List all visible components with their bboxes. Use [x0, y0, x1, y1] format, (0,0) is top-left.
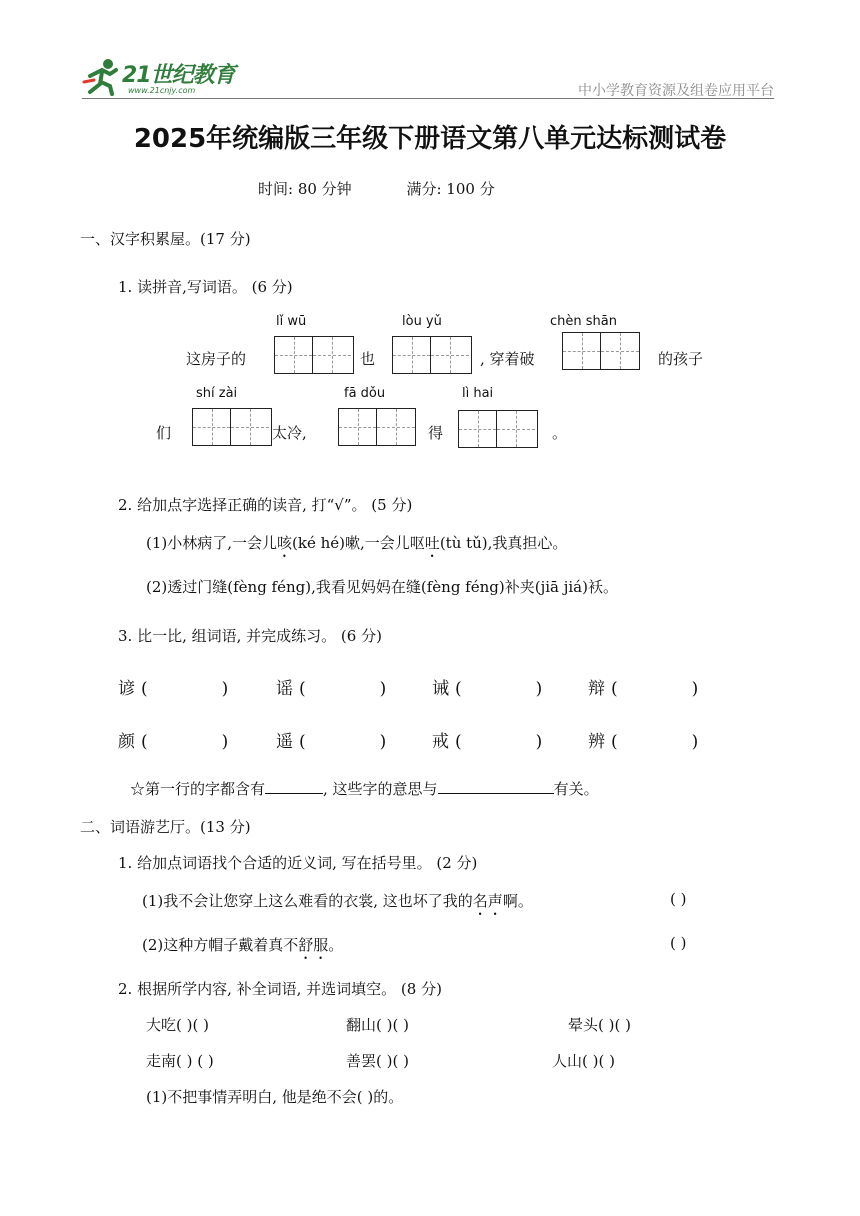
compare-char: 诫 — [432, 679, 449, 699]
question-2-2-sentence-1: (1)不把事情弄明白, 他是绝不会( )的。 — [146, 1088, 404, 1106]
platform-name: 中小学教育资源及组卷应用平台 — [578, 83, 774, 99]
row2-text-1: 们 — [156, 424, 172, 442]
logo — [82, 56, 282, 98]
dotted-char-tu: 吐 — [424, 534, 440, 552]
question-2-2-label: 2. 根据所学内容, 补全词语, 并选词填空。 (8 分) — [118, 980, 442, 998]
pinyin-fa-dou: fā dǒu — [344, 386, 386, 401]
compare-char: 谣 — [276, 679, 293, 699]
paren-close: ) — [691, 679, 699, 699]
s2-part-a: (2)这种方帽子戴着真不 — [142, 936, 299, 954]
note-part-b: , 这些字的意思与 — [323, 780, 438, 798]
paren-close: ) — [379, 679, 387, 699]
s1-part-a: (1)我不会让您穿上这么难看的衣裳, 这也坏了我的 — [142, 892, 473, 910]
idiom-1[interactable]: 大吃( )( ) — [146, 1016, 209, 1034]
idiom-6[interactable]: 人山( )( ) — [552, 1052, 615, 1070]
idiom-3[interactable]: 晕头( )( ) — [568, 1016, 631, 1034]
paren-close: ) — [535, 679, 543, 699]
answer-paren-1[interactable]: ( ) — [670, 890, 687, 908]
dotted-char-ke: 咳 — [277, 534, 293, 552]
runner-icon — [82, 56, 122, 96]
logo-main-text: 21世纪教育 — [122, 63, 235, 88]
answer-blank-meaning[interactable] — [438, 780, 554, 794]
pinyin-li-hai: lì hai — [462, 386, 494, 401]
section-2-heading: 二、词语游艺厅。(13 分) — [80, 818, 251, 836]
idiom-2[interactable]: 翻山( )( ) — [346, 1016, 409, 1034]
s2-part-b: 。 — [328, 936, 344, 954]
question-1-2-sentence-2: (2)透过门缝(fèng féng),我看见妈妈在缝(fèng féng)补夹(jiā jiá)袄。 — [146, 578, 618, 596]
writing-grid-li-wu[interactable] — [274, 336, 354, 374]
paren-close: ) — [691, 732, 699, 752]
question-1-1-label: 1. 读拼音,写词语。 (6 分) — [118, 278, 293, 296]
compare-item — [118, 674, 228, 699]
answer-paren-2[interactable]: ( ) — [670, 934, 687, 952]
section-1-heading: 一、汉字积累屋。(17 分) — [80, 230, 251, 248]
paren-close: ) — [221, 732, 229, 752]
compare-item — [588, 674, 698, 699]
compare-item — [276, 727, 386, 752]
note-part-c: 有关。 — [553, 780, 599, 798]
pinyin-chen-shan: chèn shān — [550, 314, 617, 329]
answer-blank-radical[interactable] — [265, 780, 323, 794]
row1-text-2: 也 — [360, 350, 376, 368]
header-divider — [82, 98, 774, 99]
logo-url: www.21cnjy.com — [128, 86, 196, 95]
row2-text-4: 。 — [552, 424, 568, 442]
row1-text-3: , 穿着破 — [480, 350, 535, 368]
row1-text-1: 这房子的 — [186, 350, 247, 368]
paren-open: ( — [299, 732, 306, 752]
compare-char: 辩 — [588, 679, 605, 699]
compare-char: 遥 — [276, 732, 293, 752]
s1-part-b: (ké hé)嗽,一会儿呕 — [292, 534, 425, 552]
question-1-2-label: 2. 给加点字选择正确的读音, 打“√”。 (5 分) — [118, 496, 413, 514]
writing-grid-lou-yu[interactable] — [392, 336, 472, 374]
pinyin-lou-yu: lòu yǔ — [402, 314, 442, 329]
writing-grid-shi-zai[interactable] — [192, 408, 272, 446]
row1-text-4: 的孩子 — [658, 350, 704, 368]
note-part-a: ☆第一行的字都含有 — [130, 780, 266, 798]
paren-open: ( — [611, 679, 618, 699]
compare-char: 谚 — [118, 679, 135, 699]
compare-char: 辨 — [588, 732, 605, 752]
writing-grid-li-hai[interactable] — [458, 410, 538, 448]
writing-grid-chen-shan[interactable] — [562, 332, 640, 370]
paren-open: ( — [299, 679, 306, 699]
idiom-5[interactable]: 善罢( )( ) — [346, 1052, 409, 1070]
question-1-3-label: 3. 比一比, 组词语, 并完成练习。 (6 分) — [118, 627, 382, 645]
compare-item — [118, 727, 228, 752]
compare-char: 颜 — [118, 732, 135, 752]
s1-part-a: (1)小林病了,一会儿 — [146, 534, 278, 552]
idiom-4[interactable]: 走南( ) ( ) — [146, 1052, 214, 1070]
paren-open: ( — [141, 732, 148, 752]
compare-item — [432, 674, 542, 699]
paren-close: ) — [221, 679, 229, 699]
s1-part-b: 啊。 — [502, 892, 533, 910]
exam-meta — [258, 178, 545, 199]
writing-grid-fa-dou[interactable] — [338, 408, 416, 446]
row2-text-2: 太冷, — [272, 424, 307, 442]
s1-part-c: (tù tǔ),我真担心。 — [439, 534, 568, 552]
compare-item — [588, 727, 698, 752]
question-2-1-label: 1. 给加点词语找个合适的近义词, 写在括号里。 (2 分) — [118, 854, 478, 872]
compare-char: 戒 — [432, 732, 449, 752]
compare-item — [276, 674, 386, 699]
page-header — [0, 0, 860, 110]
pinyin-li-wu: lǐ wū — [276, 314, 307, 329]
paren-close: ) — [379, 732, 387, 752]
dotted-word-shufu: 舒服 — [298, 936, 329, 954]
exam-time: 时间: 80 分钟 — [258, 180, 352, 198]
dotted-word-mingsheng: 名声 — [472, 892, 503, 910]
compare-item — [432, 727, 542, 752]
paren-open: ( — [611, 732, 618, 752]
paren-open: ( — [455, 679, 462, 699]
exam-score: 满分: 100 分 — [406, 180, 495, 198]
pinyin-shi-zai: shí zài — [196, 386, 238, 401]
page-title: 2025年统编版三年级下册语文第八单元达标测试卷 — [133, 124, 727, 154]
row2-text-3: 得 — [428, 424, 444, 442]
question-1-3-note — [130, 778, 599, 799]
paren-open: ( — [455, 732, 462, 752]
paren-open: ( — [141, 679, 148, 699]
paren-close: ) — [535, 732, 543, 752]
question-2-1-sentence-2 — [142, 934, 343, 963]
question-2-1-sentence-1 — [142, 890, 533, 919]
question-1-2-sentence-1 — [146, 532, 567, 561]
